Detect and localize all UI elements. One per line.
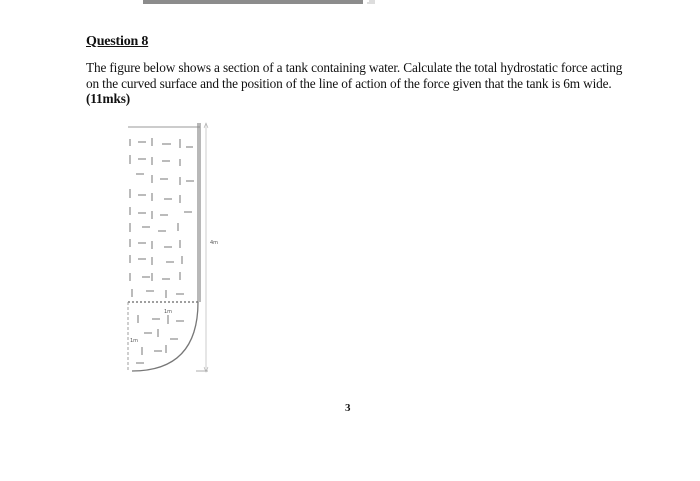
resize-handle-icon (366, 0, 376, 4)
radius-width-label: 1m (164, 309, 173, 315)
question-marks: (11mks) (86, 91, 131, 107)
toolbar-strip (143, 0, 363, 4)
tank-figure (118, 119, 228, 381)
question-heading: Question 8 (86, 34, 149, 49)
height-label: 4m (210, 240, 219, 246)
question-body: The figure below shows a section of a tank containing water. Calculate the total hydrostatic force acting on the curved surface and the position of the line of action of the force given that the tank is 6m wide. (86, 60, 623, 91)
water-hatching (130, 138, 194, 363)
page-number: 3 (345, 402, 351, 414)
question-text (86, 60, 626, 107)
radius-height-label: 1m (130, 338, 139, 344)
